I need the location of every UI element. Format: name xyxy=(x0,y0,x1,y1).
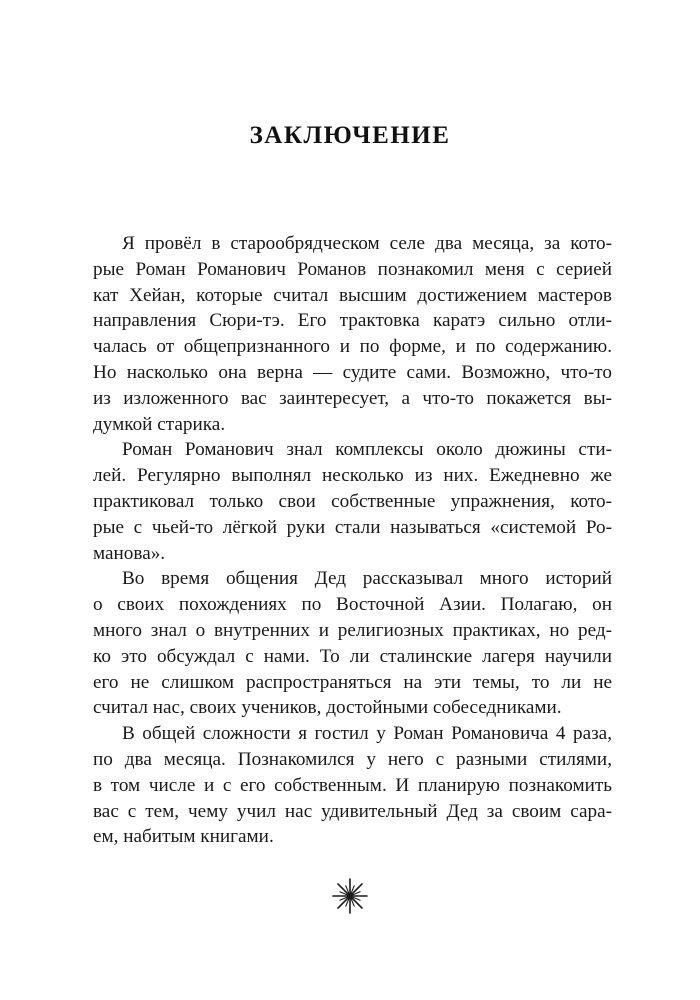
paragraph-1-line-2: рые Роман Романович Романов познакомил меня с серией xyxy=(93,258,612,280)
paragraph-3-line-2: о своих похождениях по Восточной Азии. Полагаю, он xyxy=(93,594,612,616)
paragraph-1-line-3: кат Хейан, которые считал высшим достижением мастеров xyxy=(93,284,612,306)
paragraph-2-line-5: манова». xyxy=(93,542,166,564)
paragraph-1-line-1: Я провёл в старообрядческом селе два месяца, за кото- xyxy=(122,233,612,254)
paragraph-3-line-1: Во время общения Дед рассказывал много историй xyxy=(122,568,612,590)
paragraph-4-line-3: в том числе и с его собственным. И планирую познакомить xyxy=(93,774,612,796)
paragraph-3-line-6: считал нас, своих учеников, достойными собеседниками. xyxy=(93,697,562,719)
paragraph-1-line-7: из изложенного вас заинтересует, а что-то покажется вы- xyxy=(93,387,612,409)
paragraph-1-line-4: направления Сюри-тэ. Его трактовка каратэ сильно отли- xyxy=(93,310,612,332)
paragraph-3-line-5: его не слишком распространяться на эти темы, то ли не xyxy=(93,671,612,693)
paragraph-3-line-4: ко это обсуждал с нами. То ли сталинские лагеря научили xyxy=(93,645,612,667)
paragraph-4-line-1: В общей сложности я гостил у Роман Романовича 4 раза, xyxy=(122,723,612,745)
asterisk-ornament-icon xyxy=(332,878,368,914)
paragraph-4-line-5: ем, набитым книгами. xyxy=(93,826,274,848)
paragraph-1-line-6: Но насколько она верна — судите сами. Возможно, что-то xyxy=(93,361,612,383)
paragraph-3-line-3: много знал о внутренних и религиозных практиках, но ред- xyxy=(93,619,612,641)
paragraph-4-line-2: по два месяца. Познакомился у него с разными стилями, xyxy=(93,748,612,770)
paragraph-2-line-1: Роман Романович знал комплексы около дюжины сти- xyxy=(122,439,612,461)
paragraph-4-line-4: вас с тем, чему учил нас удивительный Дед за своим сара- xyxy=(93,800,612,822)
paragraph-2-line-2: лей. Регулярно выполнял несколько из них. Ежедневно же xyxy=(93,465,612,487)
paragraph-1-line-5: чалась от общепризнанного и по форме, и по содержанию. xyxy=(93,336,612,358)
chapter-title: ЗАКЛЮЧЕНИЕ xyxy=(249,122,451,149)
paragraph-2-line-3: практиковал только свои собственные упражнения, кото- xyxy=(93,490,612,512)
chapter-body xyxy=(93,231,612,850)
paragraph-1-line-8: думкой старика. xyxy=(93,413,226,435)
paragraph-2-line-4: рые с чьей-то лёгкой руки стали называться «системой Ро- xyxy=(93,516,612,538)
